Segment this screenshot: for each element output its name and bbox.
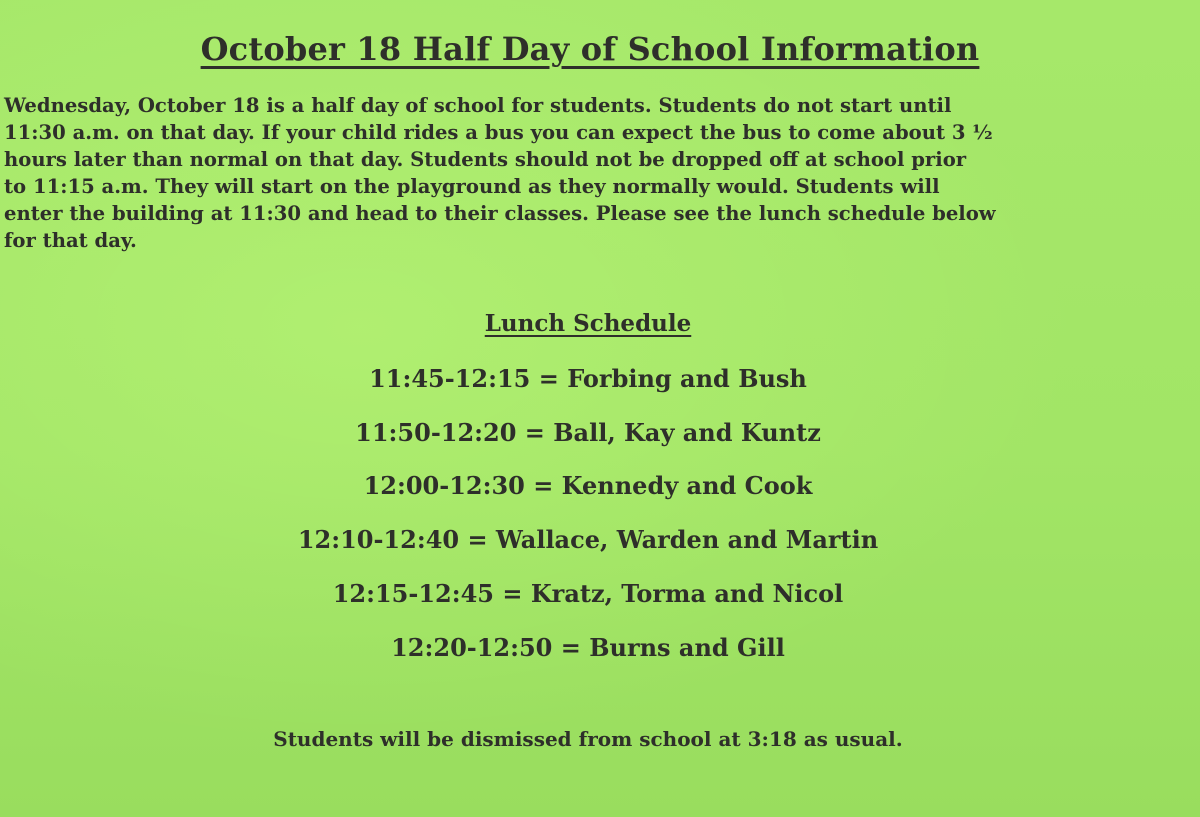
lunch-slot-1: 11:45-12:15 = Forbing and Bush — [369, 364, 807, 393]
paragraph-line-5: enter the building at 11:30 and head to their classes. Please see the lunch schedule below — [4, 202, 996, 225]
paragraph-line-3: hours later than normal on that day. Students should not be dropped off at school prior — [4, 148, 967, 171]
lunch-slot-3: 12:00-12:30 = Kennedy and Cook — [363, 471, 813, 500]
lunch-slot-6: 12:20-12:50 = Burns and Gill — [391, 633, 785, 662]
dismissal-note: Students will be dismissed from school at 3:18 as usual. — [273, 727, 903, 751]
paragraph-line-2: 11:30 a.m. on that day. If your child rides a bus you can expect the bus to come about 3 ½ — [4, 121, 993, 144]
lunch-slot-5: 12:15-12:45 = Kratz, Torma and Nicol — [332, 579, 844, 608]
lunch-slot-2: 11:50-12:20 = Ball, Kay and Kuntz — [355, 418, 821, 447]
page-title: October 18 Half Day of School Information — [200, 30, 980, 68]
paragraph-line-1: Wednesday, October 18 is a half day of school for students. Students do not start until — [4, 94, 952, 117]
paragraph-line-4: to 11:15 a.m. They will start on the playground as they normally would. Students will — [4, 175, 940, 198]
lunch-schedule-heading: Lunch Schedule — [484, 310, 692, 337]
lunch-slot-4: 12:10-12:40 = Wallace, Warden and Martin — [297, 525, 879, 554]
paragraph-line-6: for that day. — [4, 229, 137, 252]
